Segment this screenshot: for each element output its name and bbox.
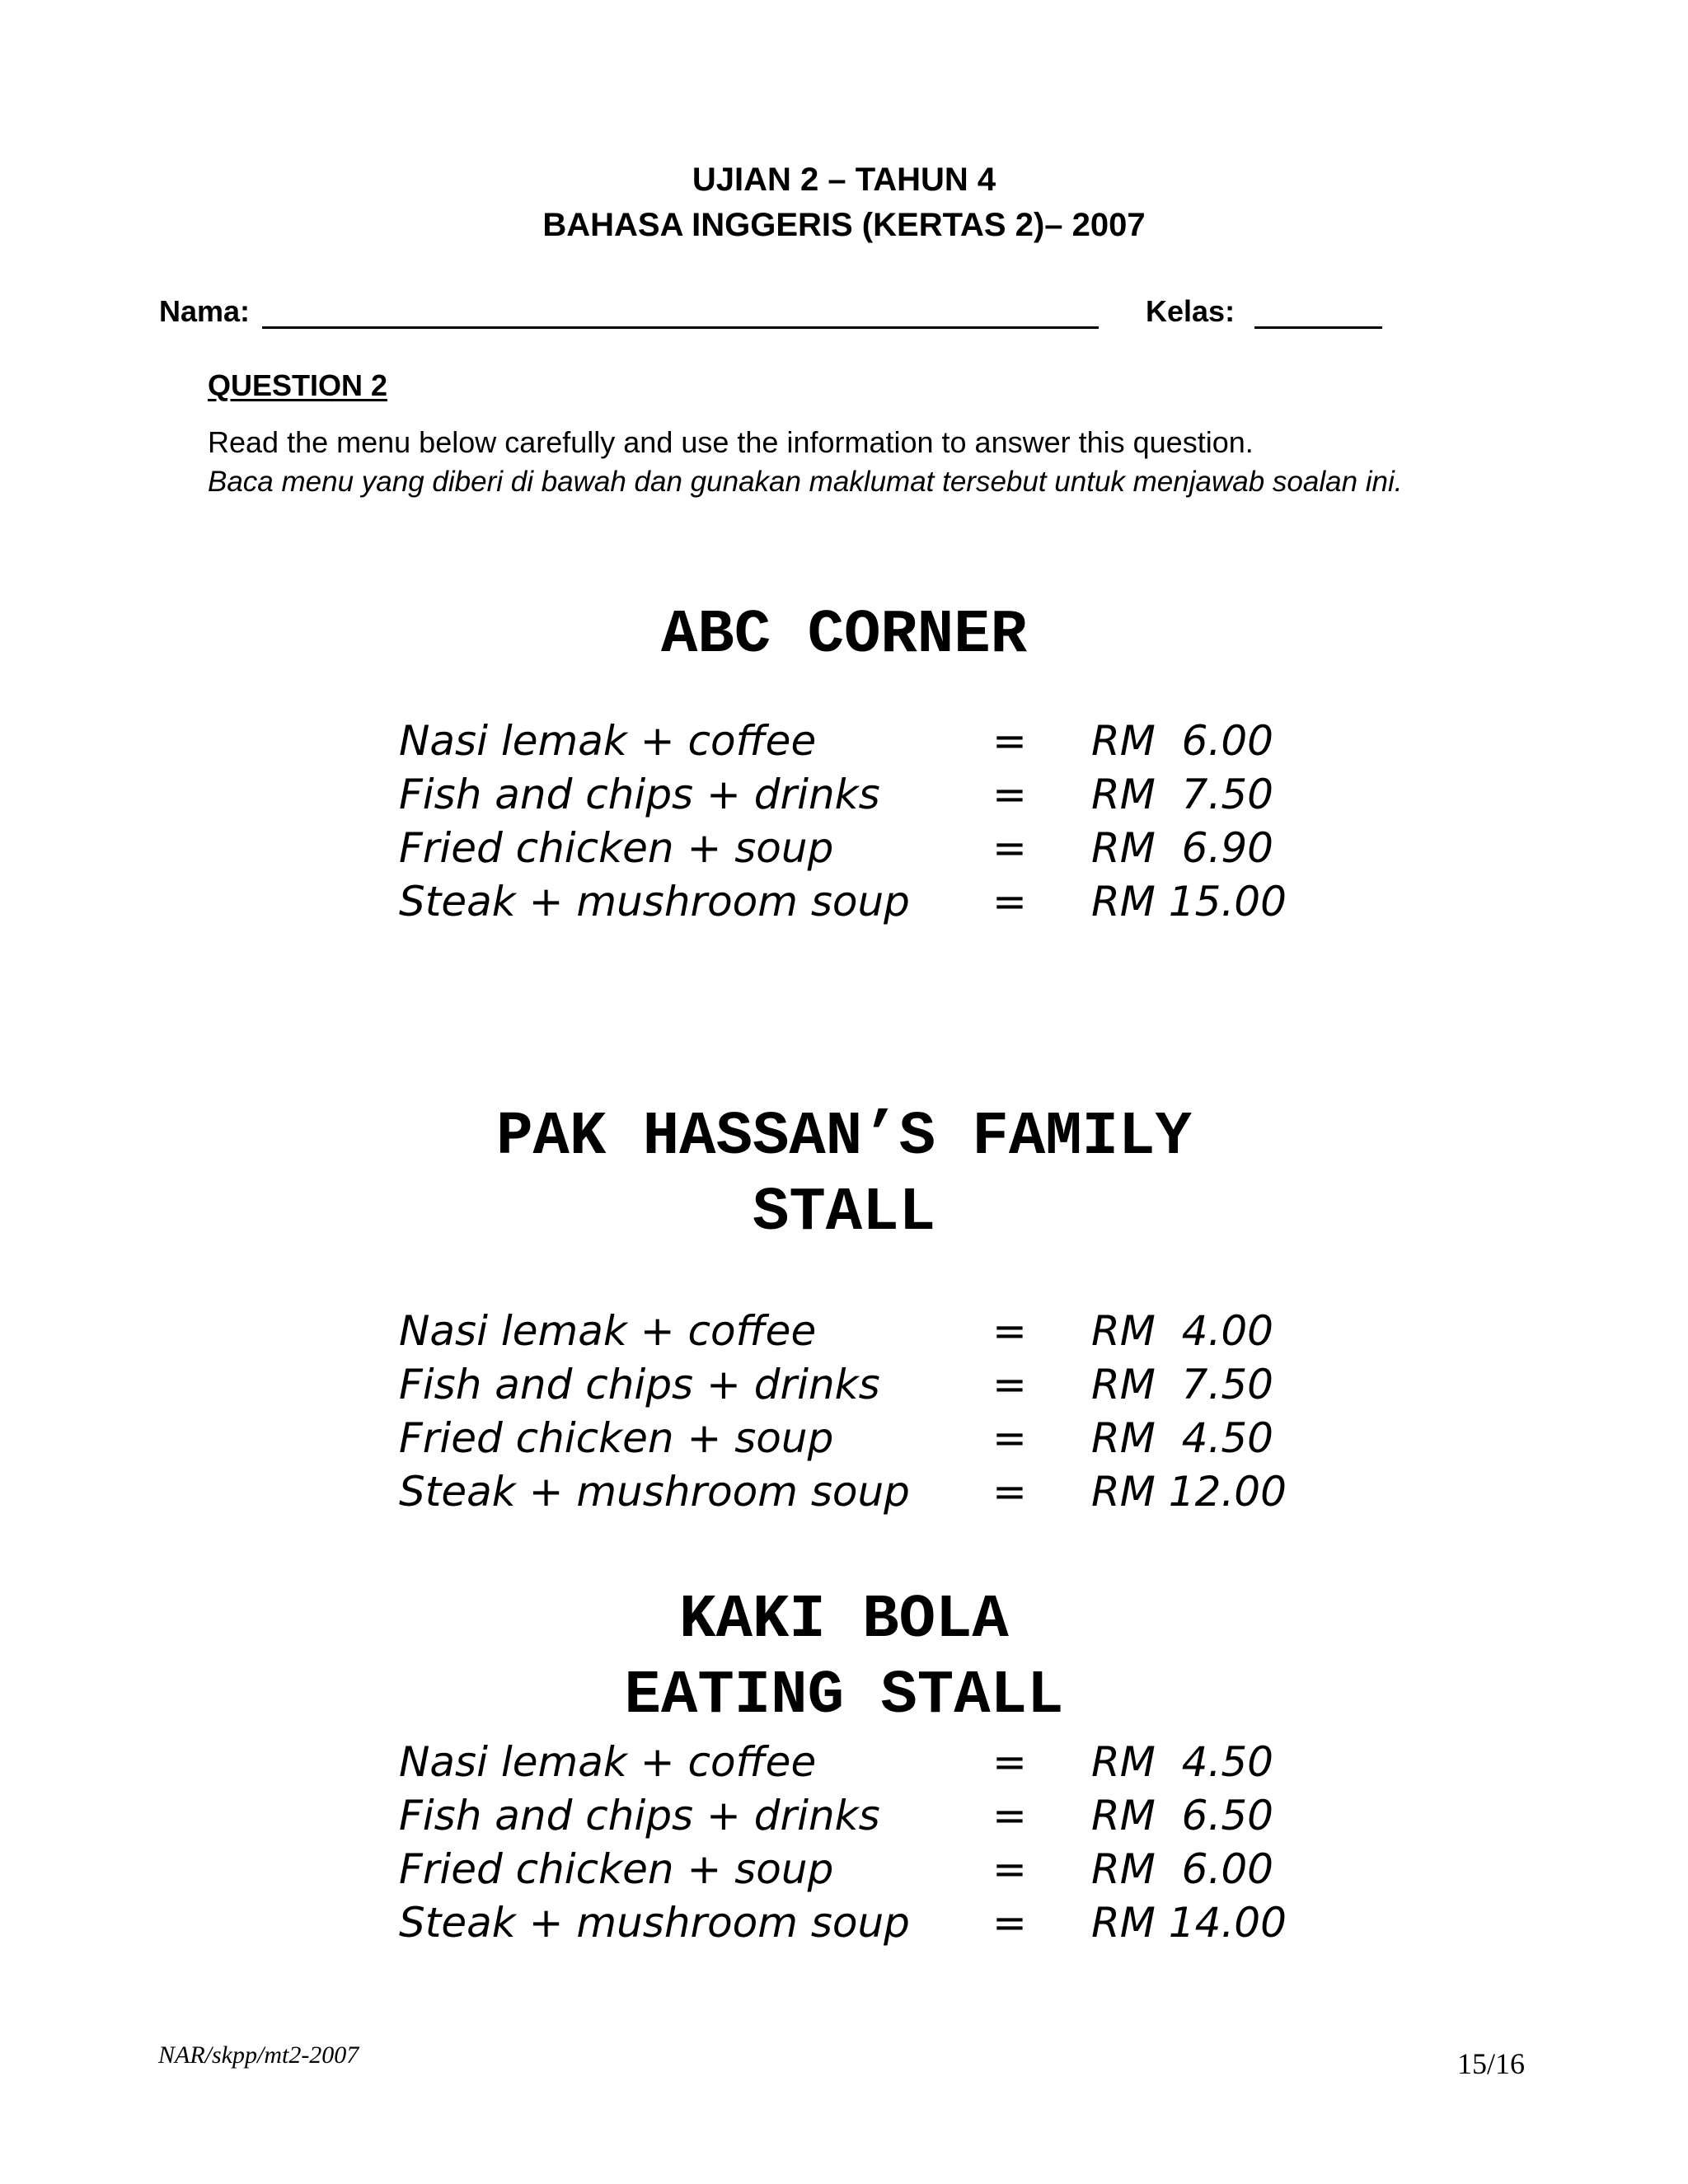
stall-title-abc-corner [0, 598, 1688, 673]
menu-item: Fried chicken + soup [399, 1414, 834, 1462]
menu-item: Fried chicken + soup [399, 1845, 834, 1893]
menu-price: RM 7.50 [1091, 1361, 1273, 1408]
menu-abc-corner [399, 715, 1388, 929]
stall-title-text: ABC CORNER [660, 601, 1028, 670]
equals-sign: = [992, 1468, 1027, 1516]
equals-sign: = [992, 1792, 1027, 1840]
equals-sign: = [992, 1845, 1027, 1893]
equals-sign: = [992, 878, 1027, 926]
menu-row [399, 1412, 1388, 1465]
equals-sign: = [992, 1414, 1027, 1462]
equals-sign: = [992, 1307, 1027, 1355]
class-blank-field[interactable] [1254, 326, 1382, 329]
menu-row [399, 1789, 1388, 1843]
menu-price: RM 14.00 [1091, 1899, 1287, 1947]
menu-item: Steak + mushroom soup [399, 1899, 910, 1947]
class-label: Kelas: [1146, 294, 1236, 328]
menu-item: Fish and chips + drinks [399, 1361, 880, 1408]
menu-item: Steak + mushroom soup [399, 878, 910, 926]
menu-price: RM 6.90 [1091, 824, 1273, 872]
menu-item: Nasi lemak + coffee [399, 1738, 817, 1786]
menu-row [399, 1358, 1388, 1412]
footer-document-code: NAR/skpp/mt2-2007 [158, 2041, 359, 2069]
stall-title-line-2: STALL [752, 1179, 936, 1248]
menu-price: RM 7.50 [1091, 771, 1273, 818]
equals-sign: = [992, 771, 1027, 818]
stall-title-kaki-bola [0, 1582, 1688, 1734]
menu-row [399, 1736, 1388, 1789]
menu-price: RM 4.00 [1091, 1307, 1273, 1355]
name-blank-field[interactable] [262, 326, 1099, 329]
menu-row [399, 822, 1388, 875]
menu-item: Nasi lemak + coffee [399, 1307, 817, 1355]
footer-page-number: 15/16 [1456, 2047, 1525, 2080]
menu-item: Fish and chips + drinks [399, 771, 880, 818]
menu-pak-hassan [399, 1305, 1388, 1519]
menu-price: RM 15.00 [1091, 878, 1287, 926]
menu-price: RM 6.50 [1091, 1792, 1273, 1840]
name-label: Nama: [159, 294, 251, 328]
question-heading: QUESTION 2 [208, 368, 388, 402]
menu-row [399, 1465, 1388, 1519]
menu-item: Fried chicken + soup [399, 824, 834, 872]
equals-sign: = [992, 824, 1027, 872]
equals-sign: = [992, 717, 1027, 765]
menu-item: Nasi lemak + coffee [399, 717, 817, 765]
menu-row [399, 875, 1388, 929]
menu-row [399, 715, 1388, 768]
stall-title-line-2: EATING STALL [624, 1661, 1064, 1731]
menu-row [399, 1843, 1388, 1896]
stall-title-line-1: PAK HASSAN’S FAMILY [496, 1103, 1192, 1172]
menu-row [399, 768, 1388, 822]
menu-price: RM 6.00 [1091, 717, 1273, 765]
exam-title-line-1: UJIAN 2 – TAHUN 4 [692, 162, 996, 198]
menu-row [399, 1896, 1388, 1950]
menu-row [399, 1305, 1388, 1358]
menu-price: RM 12.00 [1091, 1468, 1287, 1516]
stall-title-pak-hassan [0, 1099, 1688, 1251]
menu-price: RM 4.50 [1091, 1414, 1273, 1462]
menu-kaki-bola [399, 1736, 1388, 1950]
instruction-malay: Baca menu yang diberi di bawah dan gunakan maklumat tersebut untuk menjawab soalan ini. [208, 466, 1403, 498]
equals-sign: = [992, 1899, 1027, 1947]
menu-item: Fish and chips + drinks [399, 1792, 880, 1840]
equals-sign: = [992, 1361, 1027, 1408]
exam-title-line-2: BAHASA INGGERIS (KERTAS 2)– 2007 [542, 207, 1146, 243]
stall-title-line-1: KAKI BOLA [679, 1586, 1009, 1655]
menu-item: Steak + mushroom soup [399, 1468, 910, 1516]
equals-sign: = [992, 1738, 1027, 1786]
menu-price: RM 4.50 [1091, 1738, 1273, 1786]
menu-price: RM 6.00 [1091, 1845, 1273, 1893]
instruction-english: Read the menu below carefully and use the information to answer this question. [208, 425, 1254, 459]
